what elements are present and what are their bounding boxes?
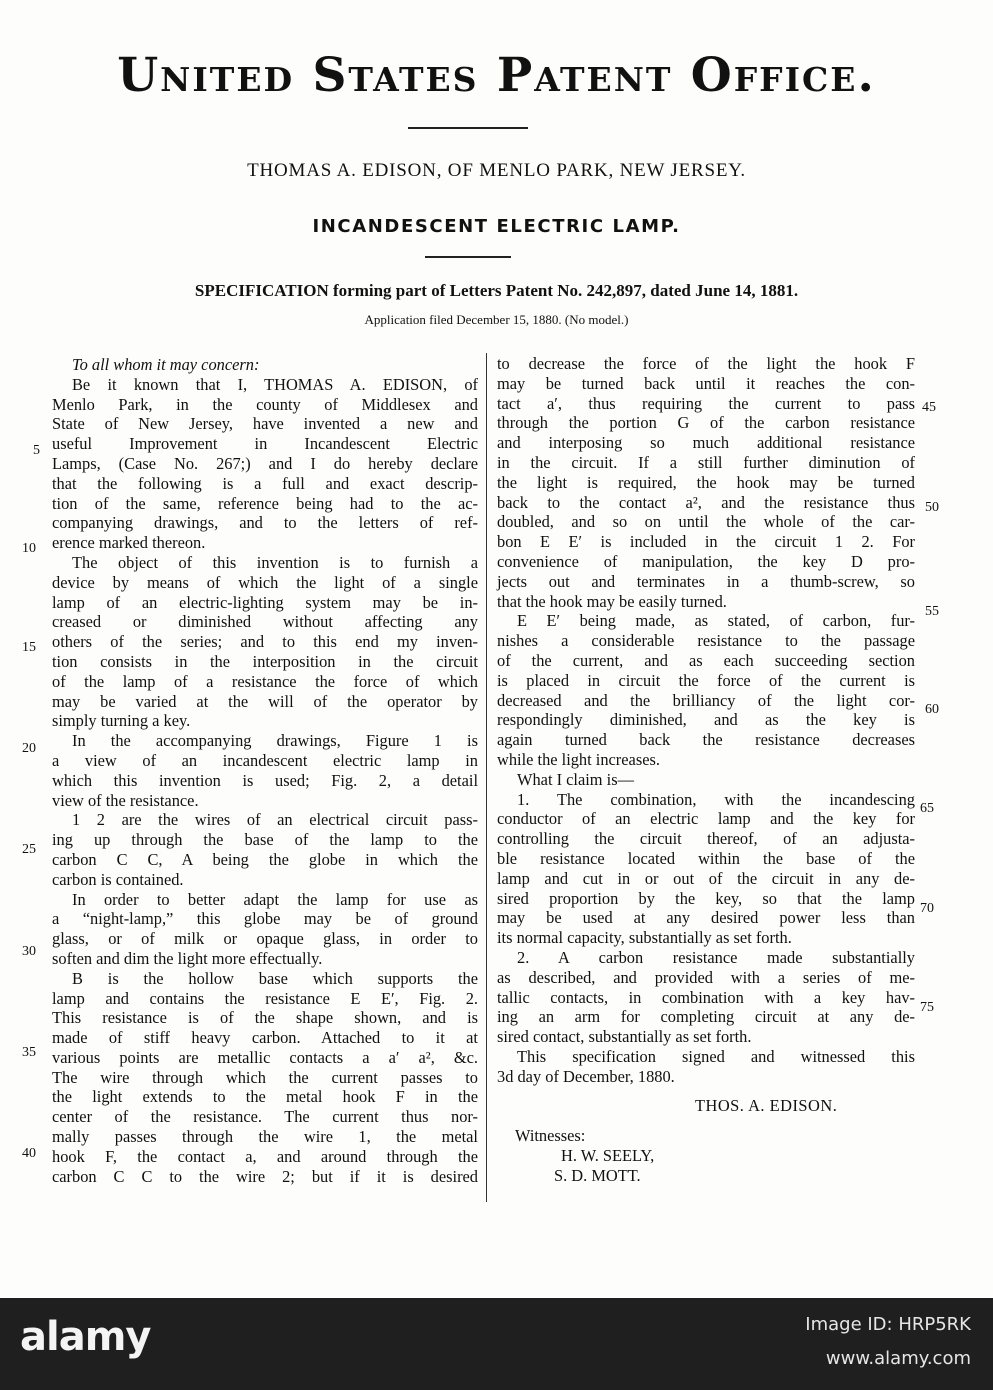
signature-name: THOS. A. EDISON. bbox=[695, 1096, 838, 1116]
text-line: and interposing so much additional resistance bbox=[497, 433, 915, 453]
text-line: mally passes through the wire 1, the metal bbox=[52, 1127, 478, 1147]
text-line: in the circuit. If a still further diminution of bbox=[497, 452, 915, 472]
text-line: lamp of an electric-lighting system may be in- bbox=[52, 592, 478, 612]
text-line: the light is required, the hook may be turned bbox=[497, 472, 915, 492]
text-line: simply turning a key. bbox=[52, 711, 191, 731]
stock-watermark-bar bbox=[0, 1298, 993, 1390]
column-divider bbox=[486, 353, 487, 1202]
spacer bbox=[497, 1086, 915, 1096]
claims-intro: What I claim is— bbox=[517, 769, 634, 789]
text-line: that the hook may be easily turned. bbox=[497, 591, 727, 611]
text-line: carbon C C to the wire 2; but if it is desired bbox=[52, 1166, 478, 1186]
salutation: To all whom it may concern: bbox=[72, 355, 260, 374]
text-line: The wire through which the current passes to bbox=[52, 1067, 478, 1087]
line-number: 35 bbox=[22, 1045, 36, 1060]
text-line: through the portion G of the carbon resistance bbox=[497, 413, 915, 433]
text-line: jects out and terminates in a thumb-screw, so bbox=[497, 571, 915, 591]
text-line: made of stiff heavy carbon. Attached to it at bbox=[52, 1028, 478, 1048]
text-line: view of the resistance. bbox=[52, 790, 199, 810]
text-line: of the current, and as each succeeding section bbox=[497, 650, 915, 670]
text-line: while the light increases. bbox=[497, 749, 660, 769]
text-line: various points are metallic contacts a a′ a², &c. bbox=[52, 1047, 478, 1067]
claim-line: 2. A carbon resistance made substantially bbox=[517, 947, 915, 967]
text-line: The object of this invention is to furnish a bbox=[72, 552, 478, 572]
claim-line: ing an arm for completing circuit at any de- bbox=[497, 1007, 915, 1027]
text-line: doubled, and so on until the whole of the car- bbox=[497, 512, 915, 532]
office-title: United States Patent Office. bbox=[117, 48, 876, 103]
text-line: soften and dim the light more effectually. bbox=[52, 948, 323, 968]
line-number: 5 bbox=[33, 443, 40, 458]
inventor-line: THOMAS A. EDISON, OF MENLO PARK, NEW JERSEY. bbox=[247, 160, 746, 181]
claim-line: lamp and cut in or out of the circuit in any de- bbox=[497, 868, 915, 888]
text-line: may be varied at the will of the operator by bbox=[52, 691, 478, 711]
text-line: to decrease the force of the light the hook F bbox=[497, 354, 915, 373]
text-line: tion of the same, reference being had to the ac- bbox=[52, 493, 478, 513]
text-line: is placed in circuit the force of the current is bbox=[497, 670, 915, 690]
text-line: tion consists in the interposition in the circuit bbox=[52, 651, 478, 671]
line-number: 75 bbox=[920, 1000, 934, 1015]
text-line: nishes a considerable resistance to the passage bbox=[497, 631, 915, 651]
text-line: B is the hollow base which supports the bbox=[72, 968, 478, 988]
line-number: 60 bbox=[925, 702, 939, 717]
text-line: glass, or of milk or opaque glass, in order to bbox=[52, 929, 478, 949]
image-id: Image ID: HRP5RK bbox=[805, 1314, 971, 1335]
text-line: convenience of manipulation, the key D pro- bbox=[497, 551, 915, 571]
text-line: 3d day of December, 1880. bbox=[497, 1066, 675, 1086]
claim-line: may be used at any desired power less than bbox=[497, 908, 915, 928]
text-line: E E′ being made, as stated, of carbon, fur- bbox=[517, 611, 915, 631]
text-line: Menlo Park, in the county of Middlesex and bbox=[52, 394, 478, 414]
text-line: a view of an incandescent electric lamp in bbox=[52, 750, 478, 770]
text-line: of the lamp of a resistance the force of which bbox=[52, 671, 478, 691]
text-line: companying drawings, and to the letters of ref- bbox=[52, 513, 478, 533]
witness-name: H. W. SEELY, bbox=[561, 1146, 655, 1166]
claim-line: controlling the circuit thereof, of an adjusta- bbox=[497, 829, 915, 849]
line-number: 25 bbox=[22, 842, 36, 857]
text-line: This resistance is of the shape shown, and is bbox=[52, 1008, 478, 1028]
line-number: 15 bbox=[22, 640, 36, 655]
text-line: creased or diminished without affecting any bbox=[52, 612, 478, 632]
witnesses-label: Witnesses: bbox=[515, 1126, 586, 1146]
line-number: 40 bbox=[22, 1146, 36, 1161]
text-line: others of the series; and to this end my inven- bbox=[52, 632, 478, 652]
line-number: 70 bbox=[920, 901, 934, 916]
text-line: In the accompanying drawings, Figure 1 is bbox=[72, 731, 478, 751]
text-line: useful Improvement in Incandescent Electric bbox=[52, 434, 478, 454]
line-number: 10 bbox=[22, 541, 36, 556]
claim-line: 1. The combination, with the incandescing bbox=[517, 789, 915, 809]
right-column bbox=[497, 354, 915, 1186]
text-line: erence marked thereon. bbox=[52, 533, 206, 553]
claim-line: tallic contacts, in combination with a key hav- bbox=[497, 987, 915, 1007]
line-number: 65 bbox=[920, 801, 934, 816]
text-line: device by means of which the light of a single bbox=[52, 572, 478, 592]
text-line: carbon is contained. bbox=[52, 869, 184, 889]
specification-line: SPECIFICATION forming part of Letters Patent No. 242,897, dated June 14, 1881. bbox=[194, 281, 799, 300]
text-line: carbon C C, A being the globe in which the bbox=[52, 849, 478, 869]
line-number: 50 bbox=[925, 500, 939, 515]
text-line: may be turned back until it reaches the con- bbox=[497, 373, 915, 393]
text-line: In order to better adapt the lamp for use as bbox=[72, 889, 478, 909]
text-line: State of New Jersey, have invented a new and bbox=[52, 414, 478, 434]
spacer bbox=[497, 1116, 915, 1126]
text-line: lamp and contains the resistance E E′, Fig. 2. bbox=[52, 988, 478, 1008]
claim-line: ble resistance located within the base of the bbox=[497, 848, 915, 868]
invention-title: INCANDESCENT ELECTRIC LAMP. bbox=[312, 216, 681, 237]
text-line: which this invention is used; Fig. 2, a detail bbox=[52, 770, 478, 790]
line-number: 45 bbox=[922, 400, 936, 415]
invention-rule bbox=[425, 256, 511, 258]
text-line: bon E E′ is included in the circuit 1 2. For bbox=[497, 532, 915, 552]
line-number: 30 bbox=[22, 944, 36, 959]
text-line: ing up through the base of the lamp to the bbox=[52, 830, 478, 850]
text-line: respondingly diminished, and as the key is bbox=[497, 710, 915, 730]
text-line: This specification signed and witnessed this bbox=[517, 1046, 915, 1066]
text-line: a “night-lamp,” this globe may be of ground bbox=[52, 909, 478, 929]
alamy-logo: alamy bbox=[20, 1314, 151, 1360]
text-line: back to the contact a², and the resistance thus bbox=[497, 492, 915, 512]
application-line: Application filed December 15, 1880. (No model.) bbox=[364, 312, 629, 327]
text-line: Lamps, (Case No. 267;) and I do hereby declare bbox=[52, 453, 478, 473]
title-rule bbox=[408, 127, 528, 129]
claim-line: sired proportion by the key, so that the lamp bbox=[497, 888, 915, 908]
left-column bbox=[52, 355, 478, 1186]
line-number: 20 bbox=[22, 741, 36, 756]
text-line: tact a′, thus requiring the current to pass bbox=[497, 393, 915, 413]
claim-line: conductor of an electric lamp and the key for bbox=[497, 809, 915, 829]
stock-url: www.alamy.com bbox=[825, 1348, 971, 1369]
text-line: that the following is a full and exact descrip- bbox=[52, 473, 478, 493]
claim-line: its normal capacity, substantially as set forth. bbox=[497, 928, 792, 948]
line-number: 55 bbox=[925, 604, 939, 619]
text-line: decreased and the brilliancy of the light cor- bbox=[497, 690, 915, 710]
text-line: 1 2 are the wires of an electrical circuit pass- bbox=[72, 810, 478, 830]
text-line: the light extends to the metal hook F in the bbox=[52, 1087, 478, 1107]
witness-name: S. D. MOTT. bbox=[554, 1165, 641, 1185]
claim-line: as described, and provided with a series of me- bbox=[497, 967, 915, 987]
text-line: center of the resistance. The current thus nor- bbox=[52, 1107, 478, 1127]
text-line: Be it known that I, THOMAS A. EDISON, of bbox=[72, 374, 478, 394]
text-line: hook F, the contact a, and around through the bbox=[52, 1146, 478, 1166]
text-line: again turned back the resistance decreases bbox=[497, 730, 915, 750]
claim-line: sired contact, substantially as set forth. bbox=[497, 1027, 752, 1047]
